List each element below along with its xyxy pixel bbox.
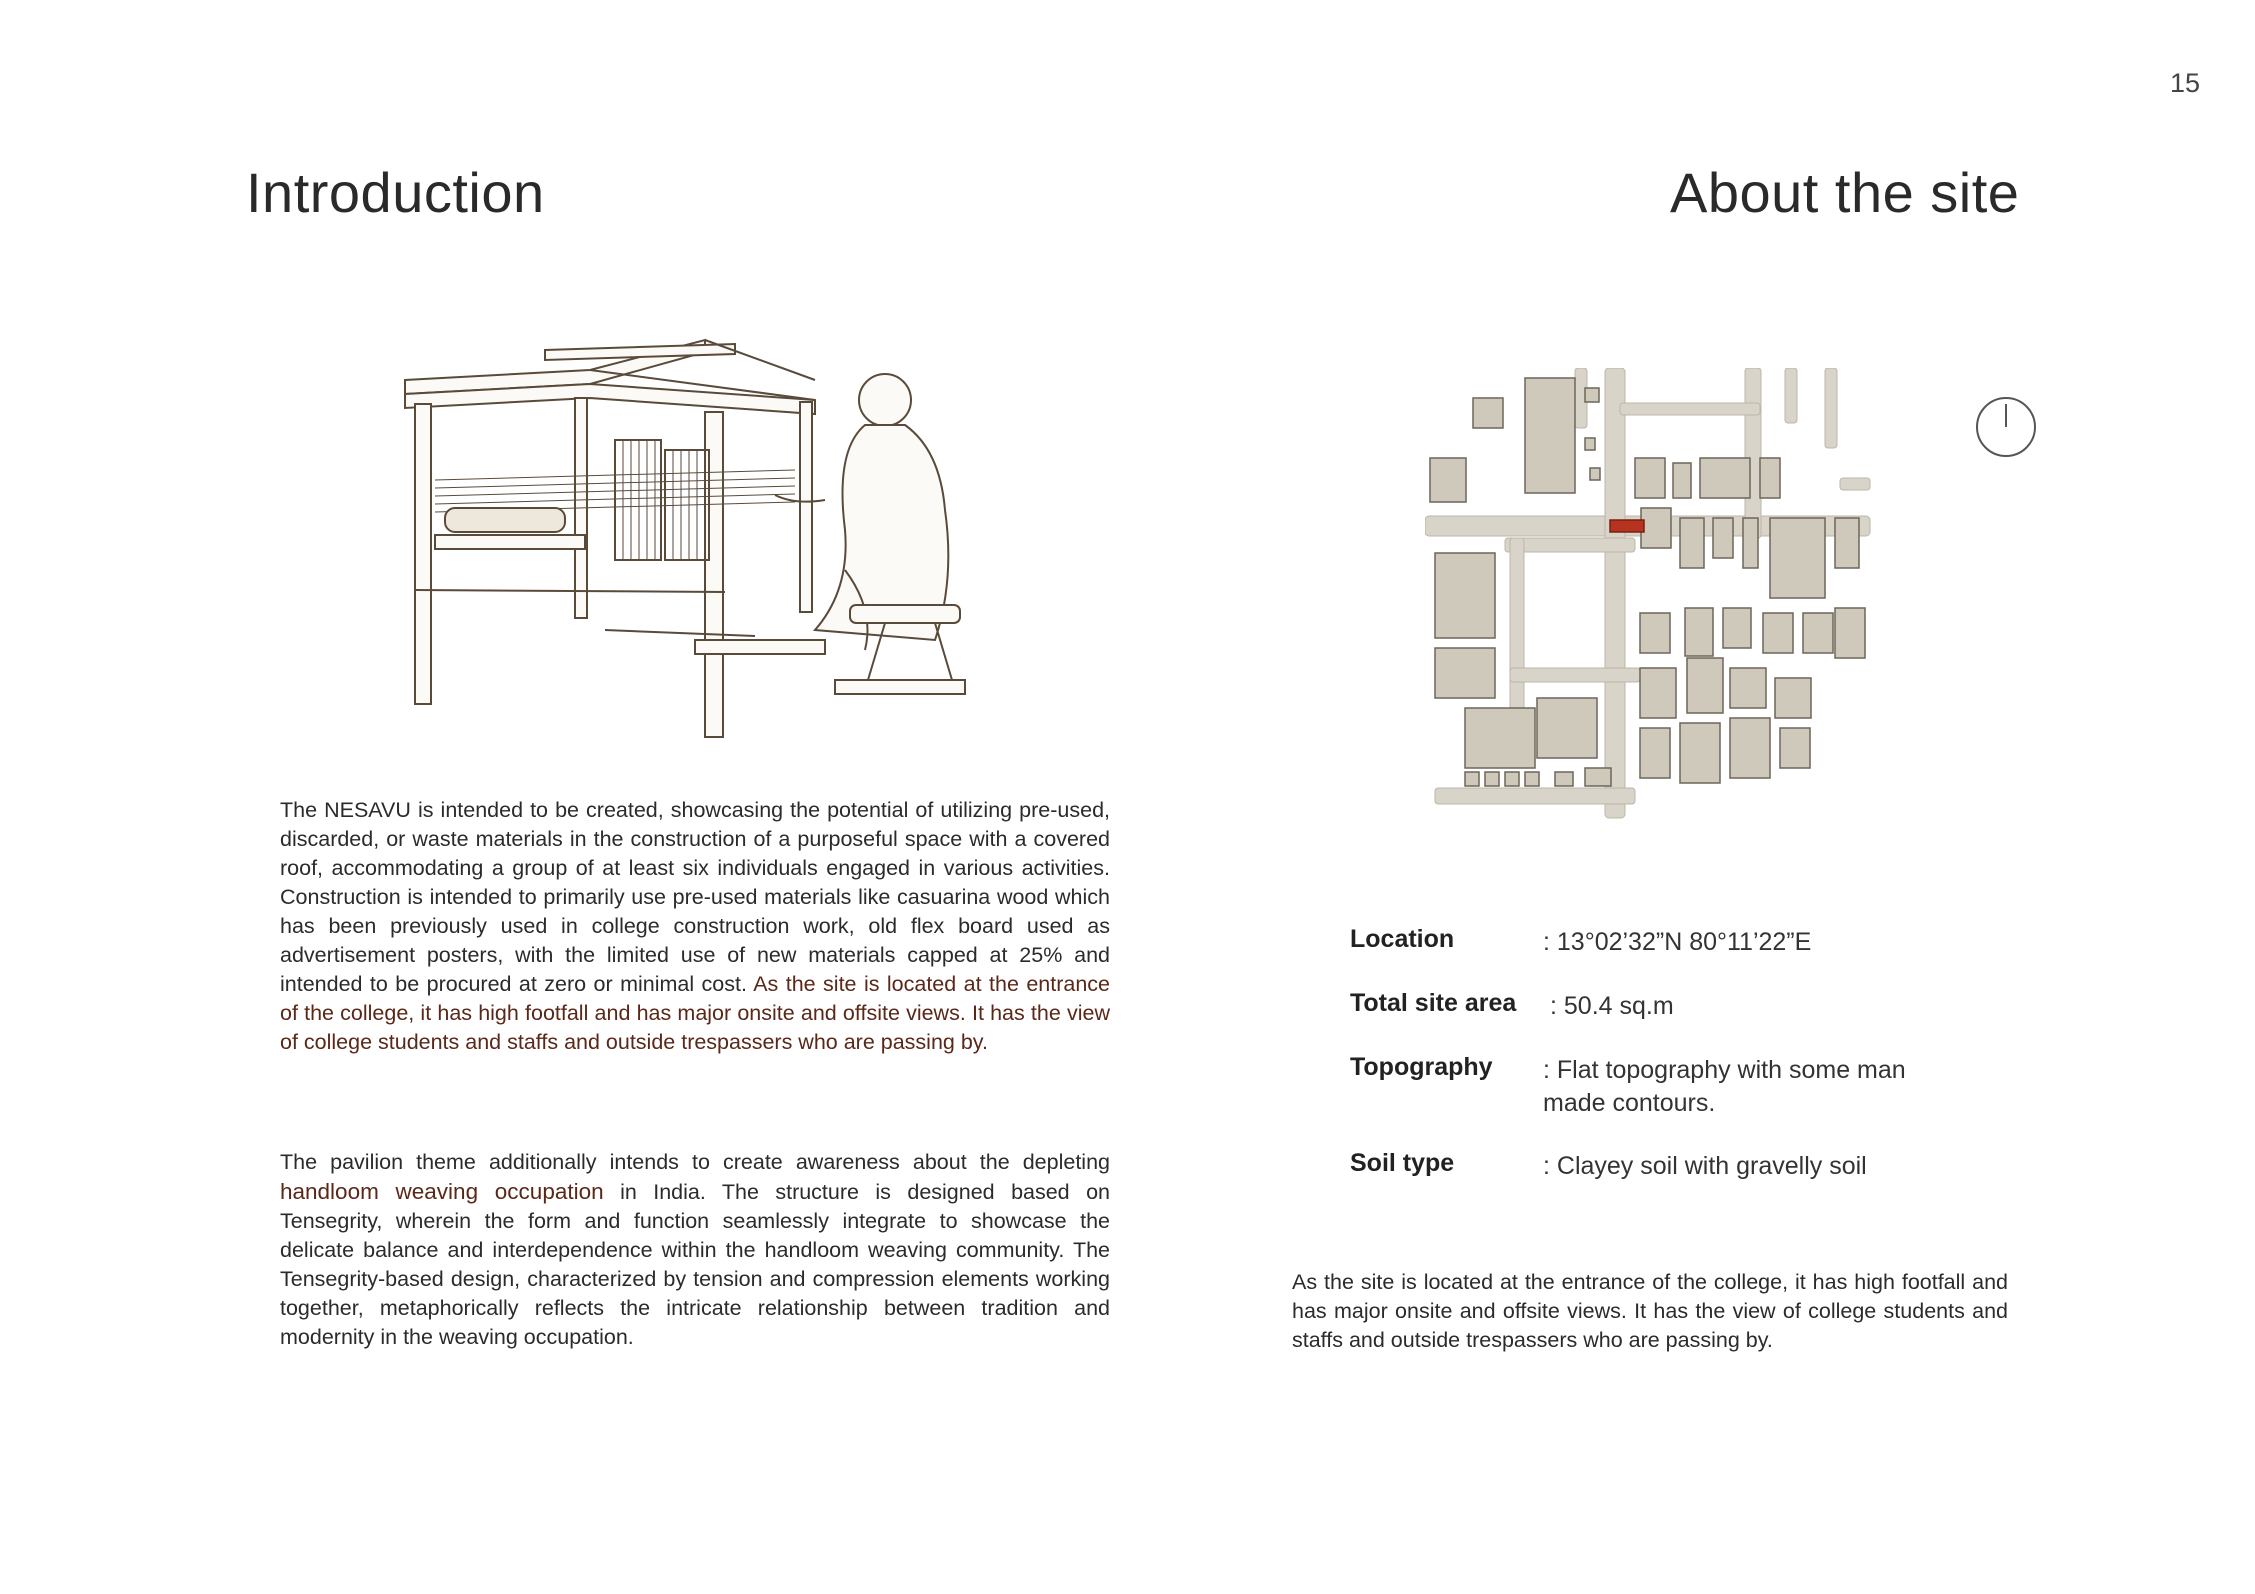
site-details <box>1350 925 2050 1213</box>
detail-location <box>1350 925 2050 989</box>
site-marker <box>1610 520 1644 532</box>
intro-text-highlight: As the site is located at the entrance of the college, it has high footfall and has major onsite and offsite views. It has the view of college students and staffs and outside trespassers who are passing by. <box>280 972 1110 1054</box>
introduction-paragraph-2 <box>280 1148 1110 1352</box>
intro-text-plain: The NESAVU is intended to be created, showcasing the potential of utilizing pre-used, discarded, or waste materials in the construction of a purposeful space with a covered roof, accommodating a group of at least six individuals engaged in various activities. Construction is intended to primarily use pre-used materials like casuarina wood which has been previously used in college construction work, old flex board used as advertisement posters, with the limited use of new materials capped at 25% and intended to be procured at zero or minimal cost. <box>280 798 1110 996</box>
detail-label: Total site area <box>1350 989 1517 1017</box>
detail-value: : 50.4 sq.m <box>1550 992 1674 1020</box>
handloom-illustration <box>395 330 995 740</box>
detail-topography <box>1350 1053 2050 1149</box>
introduction-heading: Introduction <box>246 161 545 224</box>
page-number: 15 <box>2170 68 2201 98</box>
detail-area <box>1350 989 2050 1053</box>
site-description: As the site is located at the entrance of the college, it has high footfall and has major onsite and offsite views. It has the view of college students and staffs and outside trespassers who are passing by. <box>1292 1270 2008 1352</box>
site-location-map <box>1425 368 1880 828</box>
detail-value: : 13°02’32”N 80°11’22”E <box>1543 928 1812 956</box>
introduction-paragraph-1 <box>280 796 1110 1057</box>
intro2-text-before: The pavilion theme additionally intends to create awareness about the depleting <box>280 1150 1110 1174</box>
detail-label: Topography <box>1350 1053 1493 1081</box>
detail-value: : Clayey soil with gravelly soil <box>1543 1152 1867 1180</box>
detail-soil <box>1350 1149 2050 1213</box>
detail-label: Location <box>1350 925 1455 953</box>
intro2-text-highlight: handloom weaving occupation <box>280 1179 604 1204</box>
detail-label: Soil type <box>1350 1149 1455 1177</box>
about-site-heading: About the site <box>1670 161 2020 224</box>
north-arrow-icon <box>1975 396 2037 458</box>
detail-value: : Flat topography with some man made contours. <box>1543 1056 1906 1117</box>
intro2-text-after: in India. The structure is designed based on Tensegrity, wherein the form and function seamlessly integrate to showcase the delicate balance and interdependence within the handloom weaving community. The Tensegrity-based design, characterized by tension and compression elements working together, metaphorically reflects the intricate relationship between tradition and modernity in the weaving occupation. <box>280 1180 1110 1349</box>
